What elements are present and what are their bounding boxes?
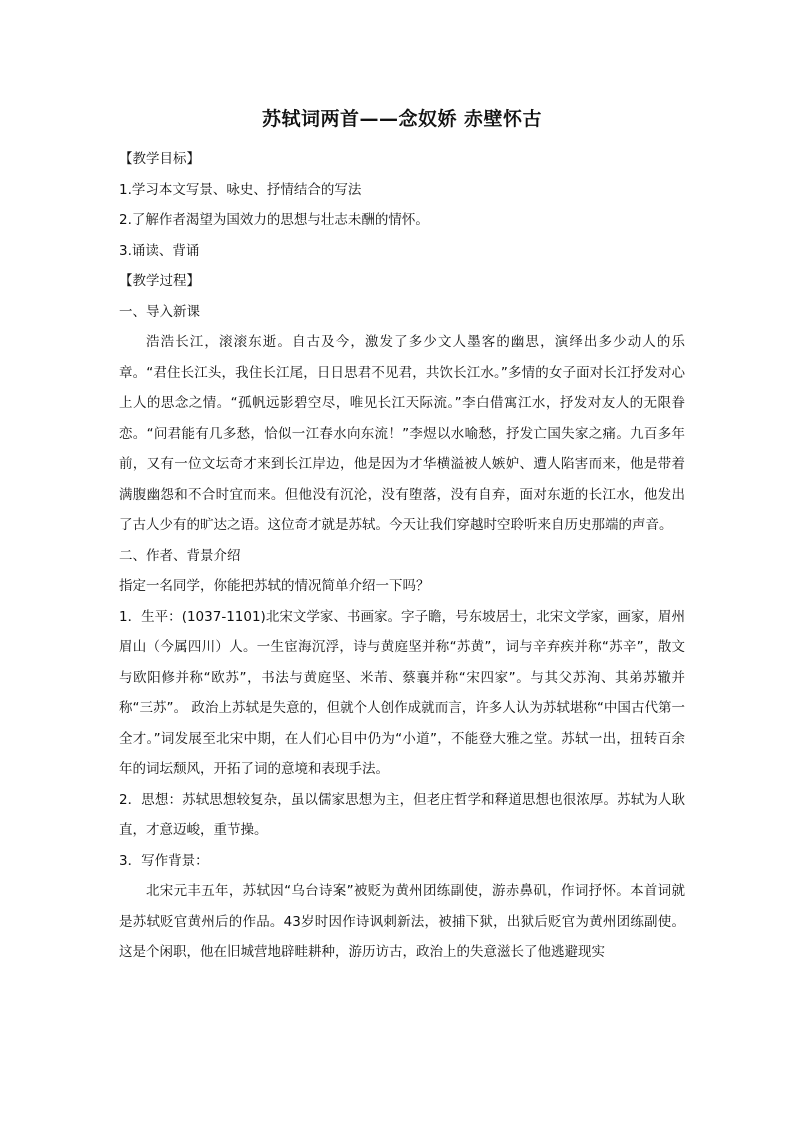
intro-paragraph: 浩浩长江，滚滚东逝。自古及今，激发了多少文人墨客的幽思，演绎出多少动人的乐章。“君住长江头，我住长江尾，日日思君不见君，共饮长江水。”多情的女子面对长江抒发对心上人的思念之情。“孤帆远影碧空尽，唯见长江天际流。”李白借寓江水，抒发对友人的无限眷恋。“问君能有几多愁，恰似一江春水向东流！”李煜以水喻愁，抒发亡国失家之痛。九百多年前，又有一位文坛奇才来到长江岸边，他是因为才华横溢被人嫉妒、遭人陷害而来，他是带着满腹幽怨和不合时宜而来。但他没有沉沦，没有堕落，没有自弃，面对东逝的长江水，他发出了古人少有的旷达之语。这位奇才就是苏轼。今天让我们穿越时空聆听来自历史那端的声音。 xyxy=(119,334,685,533)
life-paragraph: 1．生平：(1037-1101)北宋文学家、书画家。字子瞻，号东坡居士，北宋文学家，画家，眉州 眉山（今属四川）人。一生宦海沉浮，诗与黄庭坚并称“苏黄”，词与辛弃疾并称“苏辛”，散文与欧阳修并称“欧苏”，书法与黄庭坚、米芾、蔡襄并称“宋四家”。与其父苏洵、其弟苏辙并称“三苏”。 政治上苏轼是失意的，但就个人创作成就而言，许多人认为苏轼堪称“中国古代第一全才。”词发展至北宋中期，在人们心目中仍为“小道”，不能登大雅之堂。苏轼一出，扭转百余年的词坛颓风，开拓了词的意境和表现手法。 xyxy=(119,608,685,777)
section1-heading: 一、导入新课 xyxy=(119,303,200,320)
goal-item-3: 3.诵读、背诵 xyxy=(119,242,200,259)
document-title: 苏轼词两首——念奴娇 赤壁怀古 xyxy=(261,108,543,130)
goal-item-2: 2.了解作者渴望为国效力的思想与壮志未酬的情怀。 xyxy=(119,212,429,228)
goals-heading: 【教学目标】 xyxy=(119,151,200,167)
background-heading: 3．写作背景： xyxy=(119,852,209,869)
section2-heading: 二、作者、背景介绍 xyxy=(119,547,241,564)
background-paragraph: 北宋元丰五年，苏轼因“乌台诗案”被贬为黄州团练副使，游赤鼻矶，作词抒怀。本首词就是苏轼贬官黄州后的作品。43岁时因作诗讽刺新法，被捕下狱，出狱后贬官为黄州团练副使。这是个闲职，他在旧城营地辟畦耕种，游历访古，政治上的失意滋长了他逃避现实 xyxy=(119,883,685,960)
process-heading: 【教学过程】 xyxy=(119,273,200,289)
thought-paragraph: 2．思想：苏轼思想较复杂，虽以儒家思想为主，但老庄哲学和释道思想也很浓厚。苏轼为人耿直，才意迈峻，重节操。 xyxy=(119,791,685,838)
goal-item-1: 1.学习本文写景、咏史、抒情结合的写法 xyxy=(119,181,362,198)
section2-prompt: 指定一名同学，你能把苏轼的情况简单介绍一下吗？ xyxy=(119,578,430,594)
document-page xyxy=(119,104,685,968)
